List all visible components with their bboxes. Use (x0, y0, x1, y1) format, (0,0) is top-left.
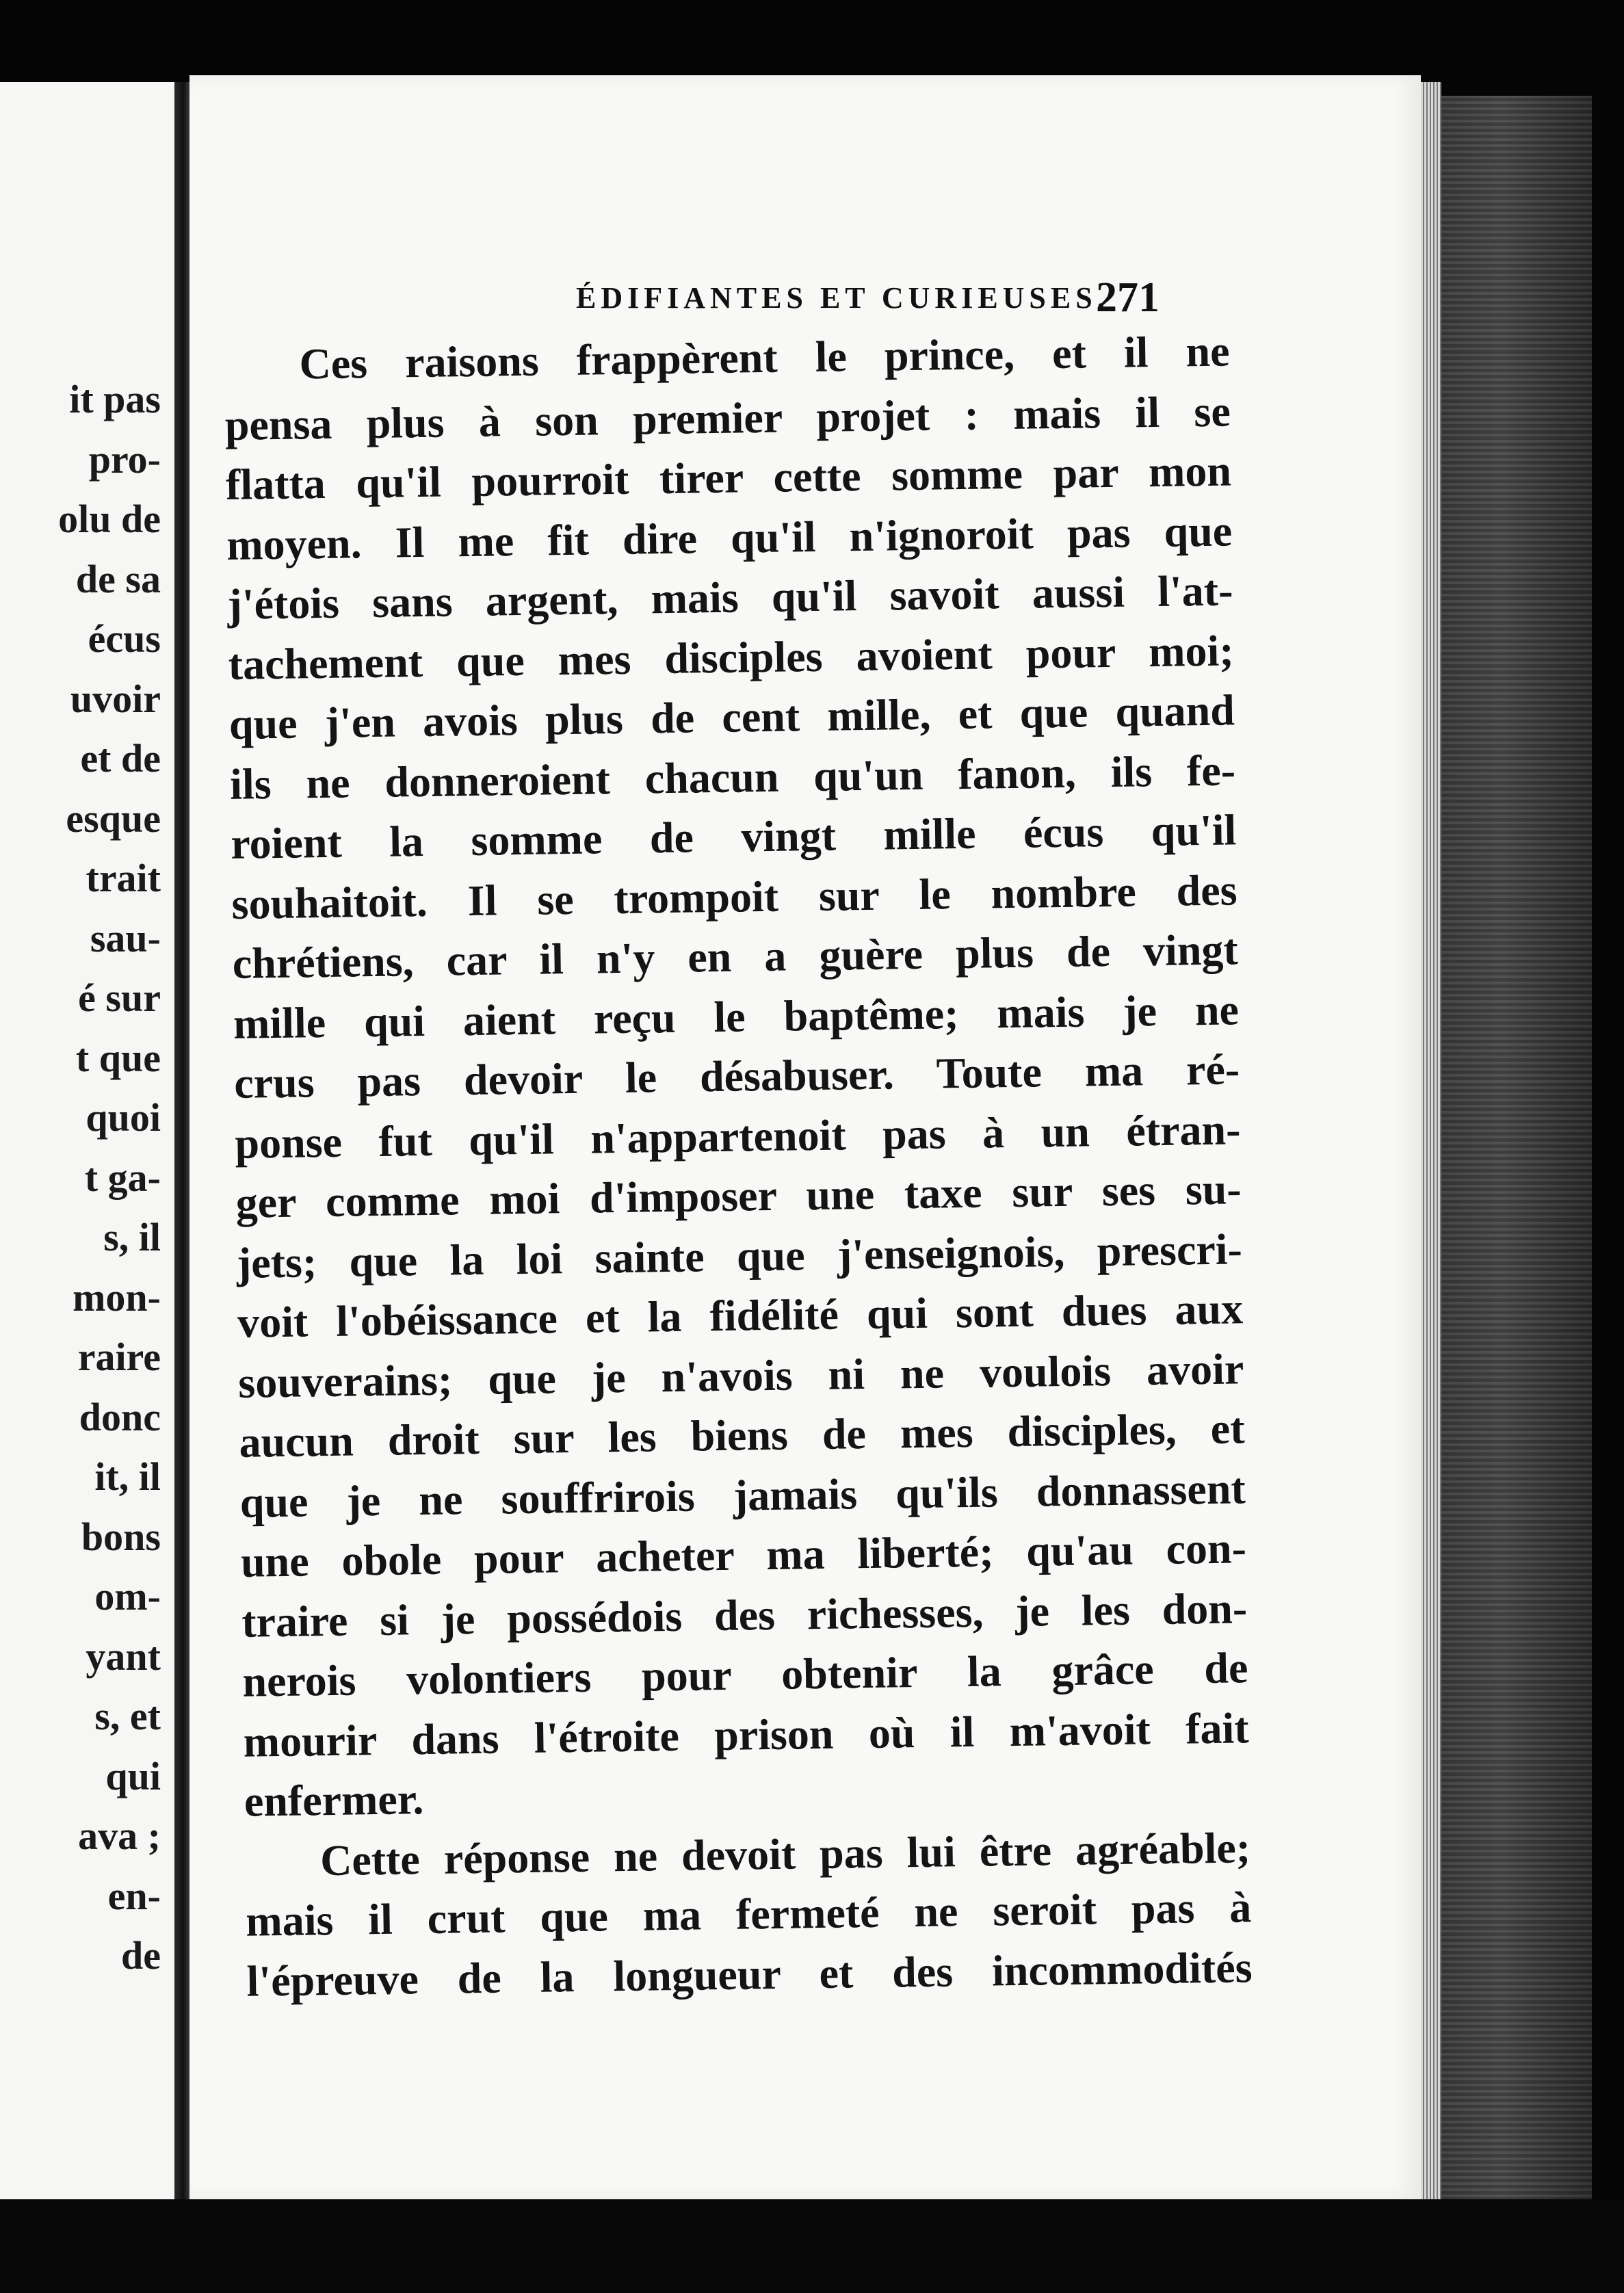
left-line: quoi (86, 1095, 161, 1140)
text-line: souverains; que je n'avois ni ne voulois avoir (237, 1344, 1244, 1407)
left-line: bons (81, 1514, 161, 1559)
text-line: que je ne souffrirois jamais qu'ils donnassent (239, 1463, 1246, 1527)
page-edges (1421, 82, 1441, 2210)
text-line: aucun droit sur les biens de mes disciples, et (239, 1404, 1245, 1467)
left-line: s, et (94, 1694, 161, 1738)
text-line: voit l'obéissance et la fidélité qui sont dues aux (237, 1284, 1244, 1347)
left-line: sau- (90, 915, 161, 960)
left-line: de sa (75, 556, 161, 601)
left-line: en- (107, 1873, 161, 1918)
text-line: ger comme moi d'imposer une taxe sur ses su- (235, 1164, 1242, 1227)
text-line: mourir dans l'étroite prison où il m'avoit fait (243, 1703, 1250, 1766)
text-line: crus pas devoir le désabuser. Toute ma ré- (233, 1045, 1240, 1108)
text-line: souhaitoit. Il se trompoit sur le nombre des (231, 865, 1237, 928)
left-line: é sur (78, 975, 161, 1020)
left-line: trait (86, 856, 161, 900)
text-line: flatta qu'il pourroit tirer cette somme par mon (225, 446, 1232, 509)
left-page-text (58, 369, 161, 1986)
text-line: chrétiens, car il n'y en a guère plus de vingt (232, 925, 1239, 988)
left-line: ava ; (78, 1813, 161, 1858)
text-line: jets; que la loi sainte que j'enseignois, prescri- (236, 1224, 1243, 1287)
book-cover-edge (1441, 96, 1592, 2210)
text-line: Ces raisons frappèrent le prince, et il ne (299, 326, 1230, 389)
left-line: raire (77, 1335, 161, 1379)
text-line: nerois volontiers pour obtenir la grâce de (241, 1643, 1248, 1706)
text-line: ponse fut qu'il n'appartenoit pas à un étran- (234, 1104, 1241, 1168)
left-line: mon- (73, 1274, 161, 1320)
page-number: 271 (1096, 274, 1160, 321)
text-line: traire si je possédois des richesses, je les don- (241, 1583, 1248, 1647)
left-line: om- (94, 1574, 161, 1619)
text-line: enfermer. (244, 1774, 424, 1826)
left-line: t que (75, 1035, 161, 1080)
page-body-text (224, 321, 1253, 2010)
left-line: écus (88, 616, 161, 661)
left-line: it, il (94, 1454, 161, 1499)
left-page (0, 82, 179, 2199)
scan-background (0, 2199, 1624, 2293)
left-line: qui (105, 1753, 161, 1798)
text-line: pensa plus à son premier projet : mais il se (224, 386, 1231, 449)
left-line: uvoir (70, 676, 161, 721)
left-line: donc (79, 1394, 161, 1439)
text-line: mais il crut que ma fermeté ne seroit pas à (245, 1883, 1252, 1945)
text-line: ils ne donneroient chacun qu'un fanon, ils fe- (229, 745, 1236, 809)
left-line: esque (66, 796, 161, 841)
running-head: ÉDIFIANTES ET CURIEUSES. (576, 281, 1110, 315)
left-line: yant (86, 1634, 161, 1679)
left-line: de (121, 1933, 161, 1978)
text-line: tachement que mes disciples avoient pour moi; (228, 625, 1235, 689)
left-line: s, il (103, 1215, 161, 1259)
left-line: olu de (58, 497, 161, 541)
text-line: mille qui aient reçu le baptême; mais je ne (233, 984, 1240, 1048)
text-line: roient la somme de vingt mille écus qu'il (230, 805, 1237, 868)
text-line: j'étois sans argent, mais qu'il savoit aussi l'at- (226, 566, 1233, 629)
text-line: Cette réponse ne devoit pas lui être agréable; (319, 1822, 1251, 1885)
right-page (189, 75, 1421, 2199)
left-line: et de (80, 736, 161, 781)
text-line: moyen. Il me fit dire qu'il n'ignoroit pas que (226, 506, 1233, 569)
left-line: t ga- (84, 1155, 161, 1200)
text-line: que j'en avois plus de cent mille, et que quand (228, 685, 1235, 748)
book-gutter (174, 82, 189, 2210)
text-line: l'épreuve de la longueur et des incommodités (246, 1942, 1253, 2006)
left-line: it pas (69, 377, 161, 421)
text-line: une obole pour acheter ma liberté; qu'au con- (240, 1523, 1247, 1586)
left-line: pro- (88, 436, 161, 482)
